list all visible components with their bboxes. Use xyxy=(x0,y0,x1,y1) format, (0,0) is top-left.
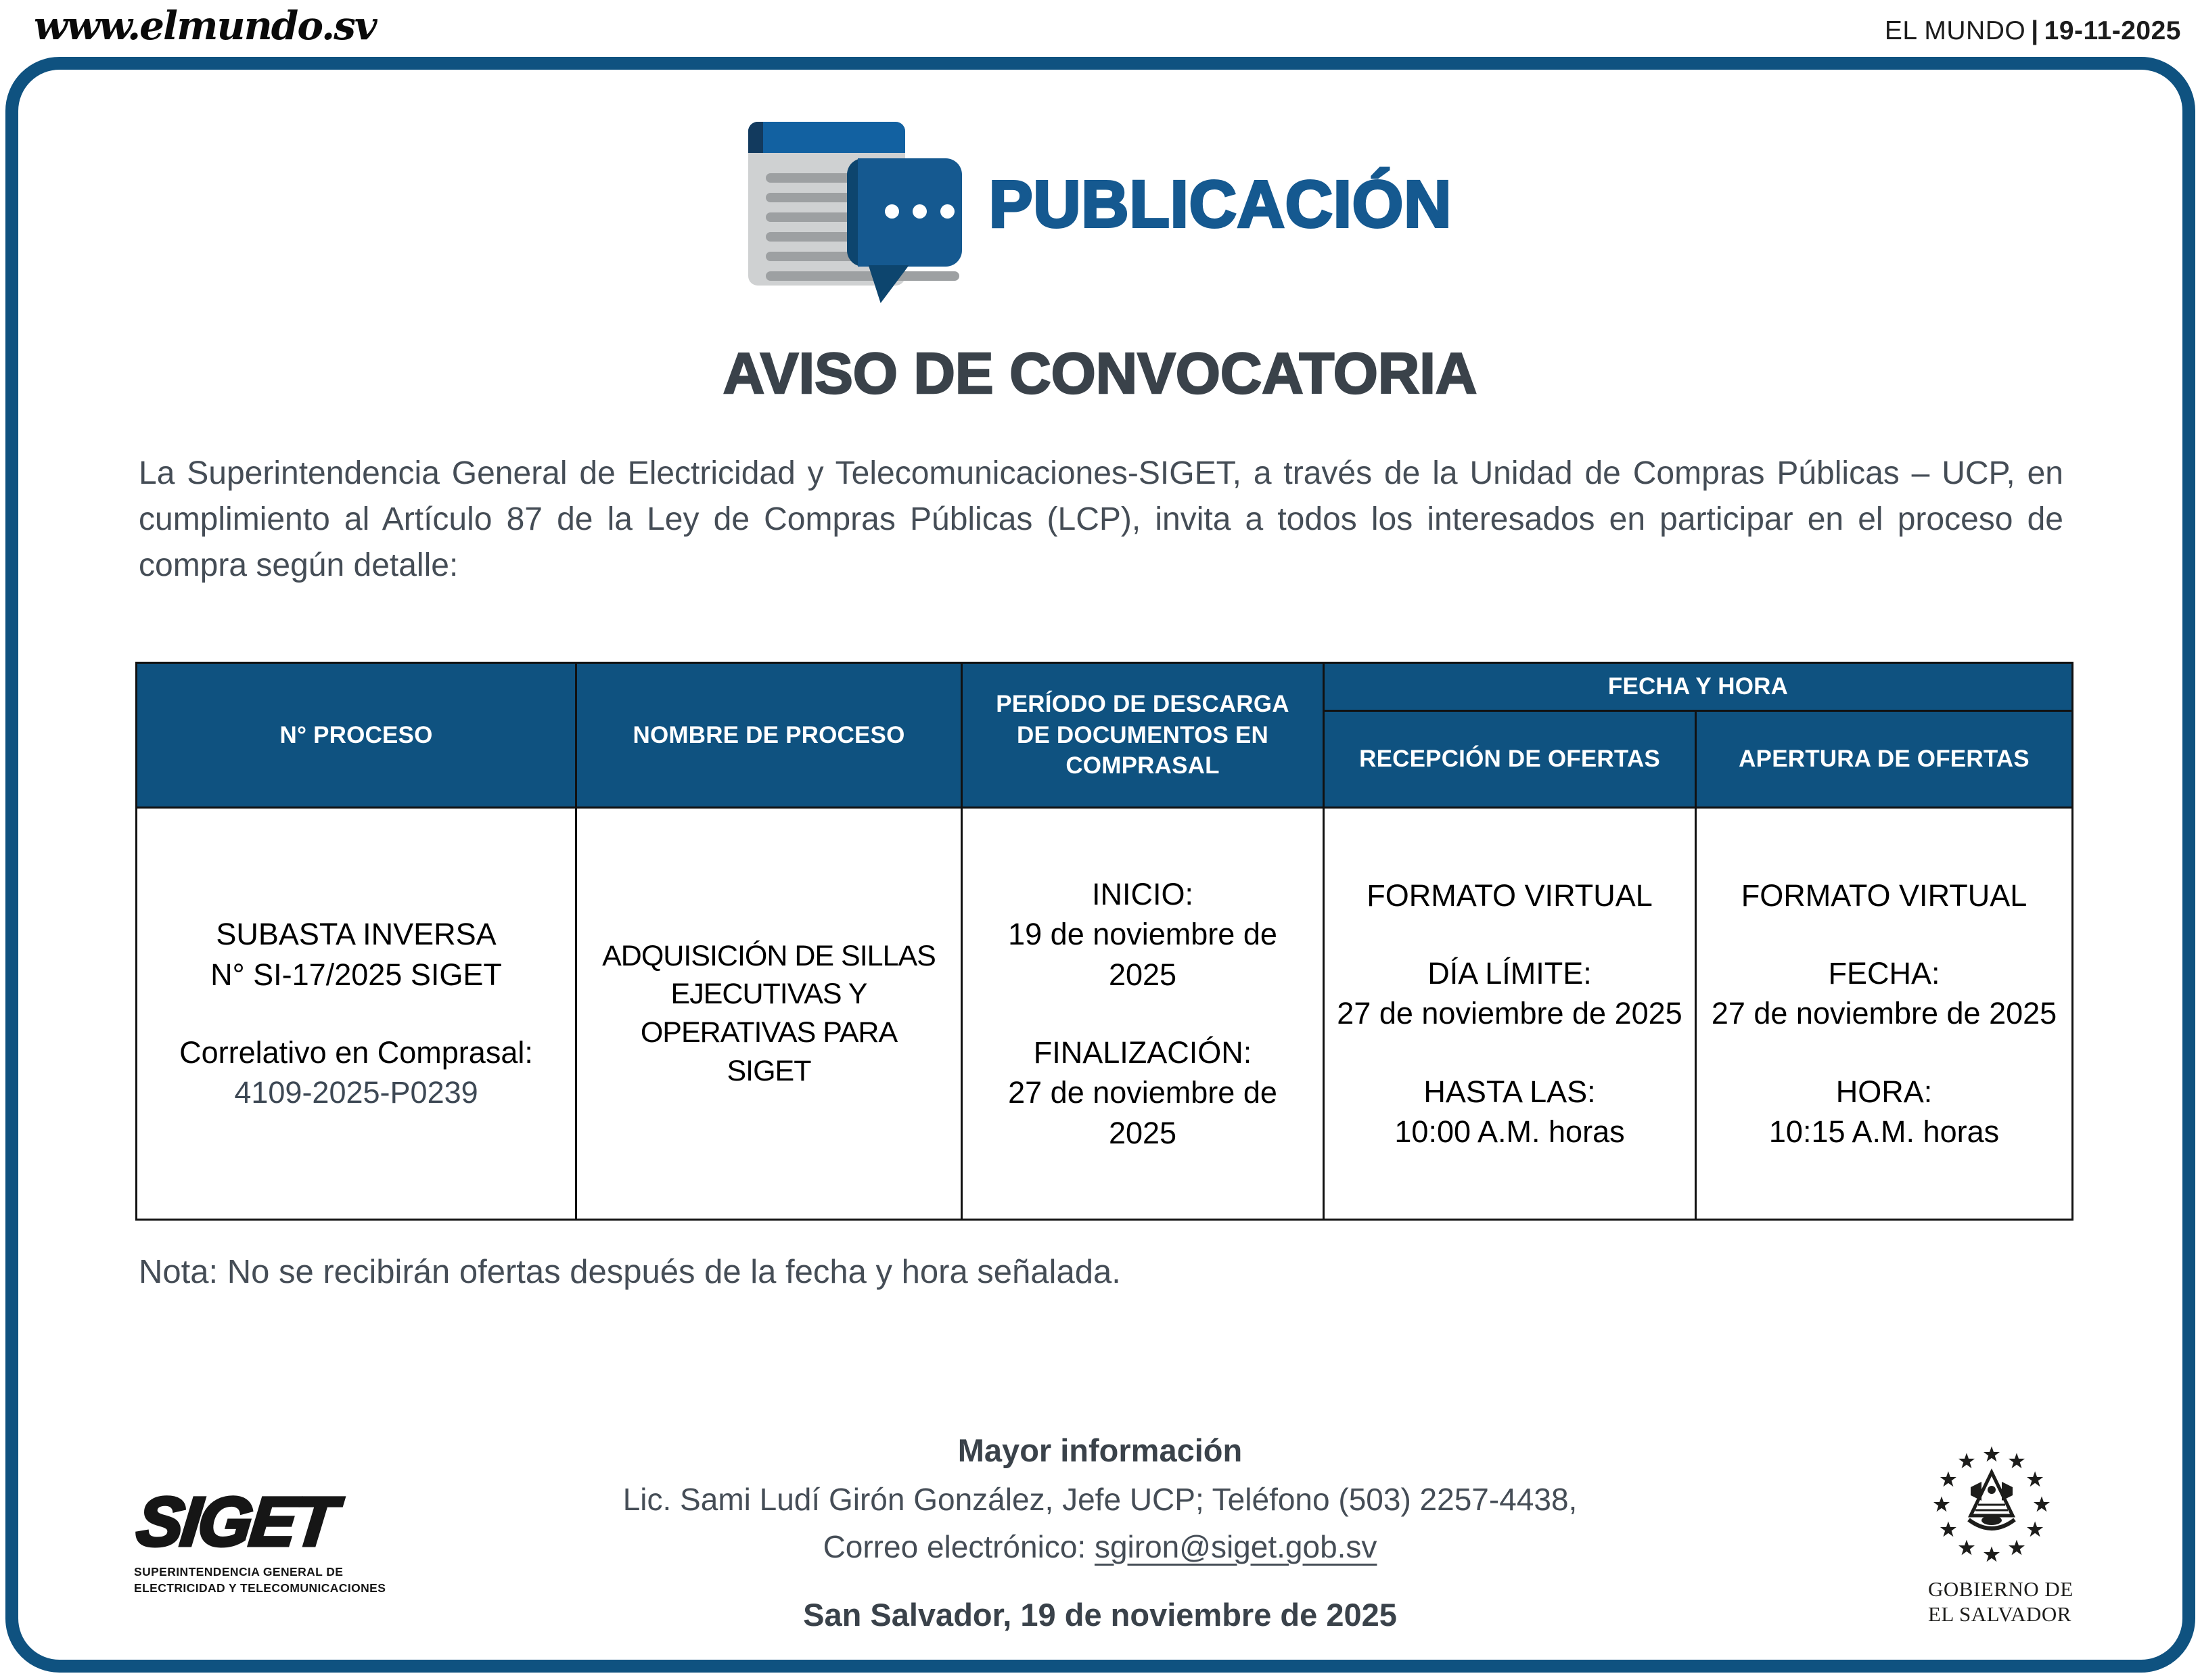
col-header-fecha-hora: FECHA Y HORA xyxy=(1324,663,2073,711)
bubble-dot xyxy=(885,204,899,219)
correlativo-value: 4109-2025-P0239 xyxy=(234,1075,478,1110)
inicio-label: INICIO: xyxy=(1091,876,1193,911)
gobierno-line2: EL SALVADOR xyxy=(1928,1602,2071,1627)
col-header-periodo-line: COMPRASAL xyxy=(1065,752,1220,779)
hora-time: 10:15 A.M. horas xyxy=(1768,1114,2000,1150)
cell-nombre xyxy=(576,808,962,1220)
fecha-label: FECHA: xyxy=(1828,955,1940,991)
gobierno-text xyxy=(1928,1576,2111,1627)
note-text: Nota: No se recibirán ofertas después de la fecha y hora señalada. xyxy=(139,1254,1121,1290)
hora-label: HORA: xyxy=(1835,1074,1933,1109)
siget-logo xyxy=(133,1483,391,1596)
dia-limite-label: DÍA LÍMITE: xyxy=(1427,955,1592,991)
gobierno-seal xyxy=(1928,1444,2111,1627)
finalizacion-date: 27 de noviembre de 2025 xyxy=(1008,1075,1277,1150)
nombre-line: EJECUTIVAS Y xyxy=(670,978,867,1011)
paper-date: 19-11-2025 xyxy=(2044,16,2181,45)
cell-proceso xyxy=(137,808,576,1220)
siget-tagline xyxy=(134,1564,391,1596)
col-header-recepcion: RECEPCIÓN DE OFERTAS xyxy=(1324,711,1696,808)
cell-apertura xyxy=(1696,808,2073,1220)
hasta-las-time: 10:00 A.M. horas xyxy=(1394,1114,1625,1150)
bubble-dot xyxy=(940,204,955,219)
document-header-bar xyxy=(748,122,905,153)
cell-recepcion xyxy=(1324,808,1696,1220)
paper-name: EL MUNDO xyxy=(1884,16,2026,45)
fecha-date: 27 de noviembre de 2025 xyxy=(1711,996,2057,1031)
spacer xyxy=(971,995,1314,1032)
correlativo-label: Correlativo en Comprasal: xyxy=(179,1035,533,1070)
inicio-date: 19 de noviembre de 2025 xyxy=(1008,917,1277,992)
email-label: Correo electrónico: xyxy=(823,1529,1095,1564)
dateline-separator: | xyxy=(2031,16,2039,45)
info-title: Mayor información xyxy=(957,1432,1243,1468)
proceso-line: SUBASTA INVERSA xyxy=(216,917,497,952)
proceso-line: N° SI-17/2025 SIGET xyxy=(210,957,502,992)
spacer xyxy=(1333,915,1687,953)
spacer xyxy=(145,995,567,1032)
notice-intro: La Superintendencia General de Electricidad y Telecomunicaciones-SIGET, a través de la Unidad de Compras Públicas – UCP, en cumplimiento al Artículo 87 de la Ley de Compras Públicas (LCP), invita a todos los interesados en participar en el proceso de compra según detalle: xyxy=(139,455,2063,584)
formato-virtual: FORMATO VIRTUAL xyxy=(1367,878,1653,913)
spacer xyxy=(1705,915,2063,953)
siget-wordmark: SIGET xyxy=(133,1483,339,1560)
contact-line: Lic. Sami Ludí Girón González, Jefe UCP; Teléfono (503) 2257-4438, xyxy=(622,1482,1578,1517)
col-header-apertura: APERTURA DE OFERTAS xyxy=(1696,711,2073,808)
gobierno-line1: GOBIERNO DE xyxy=(1928,1577,2073,1601)
email-line xyxy=(423,1528,1777,1565)
spacer xyxy=(1333,1034,1687,1072)
escudo-emblem xyxy=(1969,1472,2015,1528)
document-bubble-icon xyxy=(748,114,962,295)
coat-of-arms-icon xyxy=(1932,1444,2054,1570)
siget-tagline-line2: ELECTRICIDAD Y TELECOMUNICACIONES xyxy=(134,1581,386,1595)
document-fold xyxy=(748,122,763,153)
col-header-periodo xyxy=(962,663,1324,808)
publication-logo xyxy=(0,114,2200,295)
bubble-dot xyxy=(913,204,927,219)
col-header-nombre: NOMBRE DE PROCESO xyxy=(576,663,962,808)
siget-tagline-line1: SUPERINTENDENCIA GENERAL DE xyxy=(134,1565,344,1579)
footer-info xyxy=(423,1432,1777,1633)
col-header-periodo-line: DE DOCUMENTOS EN xyxy=(1016,721,1269,748)
nombre-line: SIGET xyxy=(727,1054,811,1087)
publication-title: PUBLICACIÓN xyxy=(988,167,1452,241)
elmundo-masthead: www.elmundo.sv xyxy=(34,3,376,49)
notice-heading: AVISO DE CONVOCATORIA xyxy=(723,342,1477,406)
formato-virtual: FORMATO VIRTUAL xyxy=(1741,878,2027,913)
col-header-proceso: N° PROCESO xyxy=(137,663,576,808)
col-header-periodo-line: PERÍODO DE DESCARGA xyxy=(996,691,1289,718)
email-link[interactable]: sgiron@siget.gob.sv xyxy=(1094,1529,1377,1564)
paper-dateline xyxy=(1885,16,2181,46)
city-date: San Salvador, 19 de noviembre de 2025 xyxy=(803,1597,1397,1633)
table-row xyxy=(137,808,2073,1220)
process-table xyxy=(135,662,2073,1221)
hasta-las-label: HASTA LAS: xyxy=(1423,1074,1596,1109)
nombre-line: OPERATIVAS PARA xyxy=(640,1016,898,1049)
cell-periodo xyxy=(962,808,1324,1220)
nombre-line: ADQUISICIÓN DE SILLAS xyxy=(602,939,936,972)
finalizacion-label: FINALIZACIÓN: xyxy=(1033,1035,1252,1070)
document-line xyxy=(766,271,959,281)
dia-limite-date: 27 de noviembre de 2025 xyxy=(1337,996,1682,1031)
spacer xyxy=(1705,1034,2063,1072)
